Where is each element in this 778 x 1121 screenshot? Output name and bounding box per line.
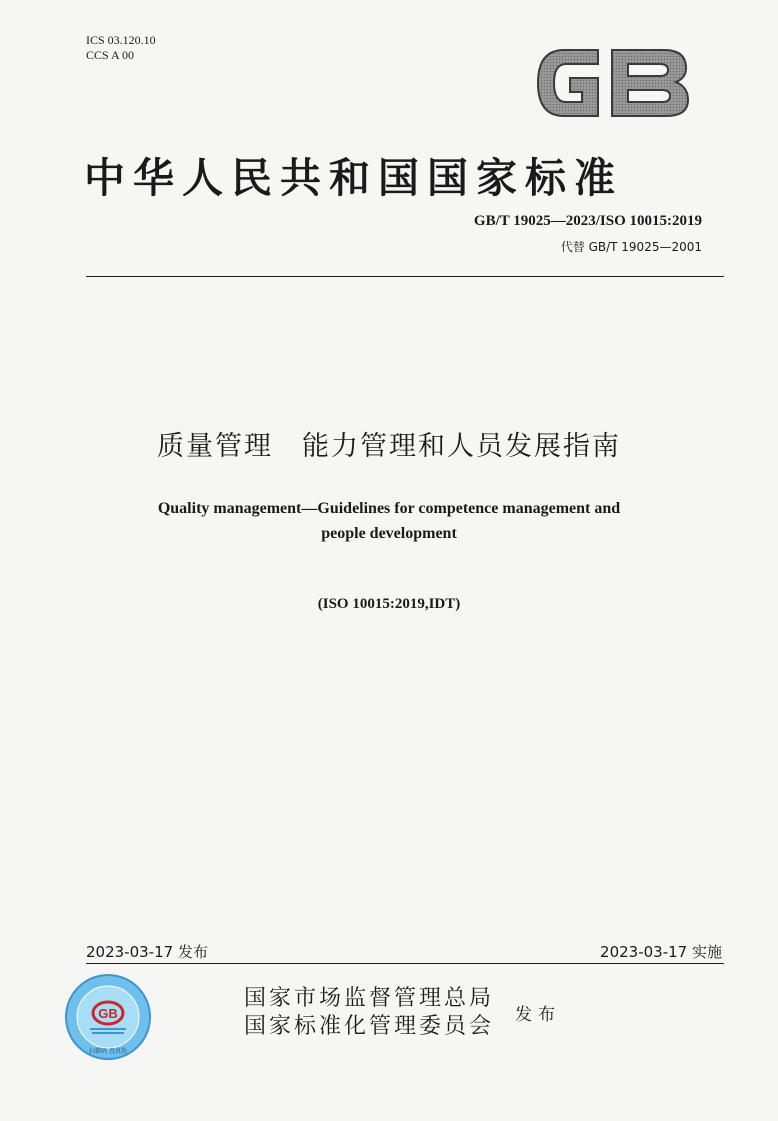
issuer-sac: 国家标准化管理委员会 — [244, 1014, 495, 1039]
national-standard-heading: 中华人民共和国国家标准 — [84, 154, 623, 202]
replaces-standard: 代替 GB/T 19025—2001 — [560, 240, 702, 254]
bottom-divider — [86, 963, 724, 964]
english-title — [0, 496, 778, 546]
anti-counterfeit-seal[interactable] — [64, 973, 152, 1061]
seal-caption: 扫描码 查真伪 — [89, 1048, 127, 1055]
ics-code: ICS 03.120.10 — [86, 33, 156, 47]
gb-logo — [528, 40, 696, 126]
issuing-authorities — [244, 985, 494, 1041]
english-title-line-1: Quality management—Guidelines for competence management and — [157, 500, 621, 517]
classification-codes — [86, 33, 156, 63]
publish-label: 发布 — [515, 1005, 561, 1025]
equivalence-note: (ISO 10015:2019,IDT) — [317, 596, 461, 612]
english-title-line-2: people development — [321, 525, 457, 542]
issue-date: 2023-03-17 发布 — [86, 943, 208, 961]
standard-number: GB/T 19025—2023/ISO 10015:2019 — [473, 213, 702, 229]
chinese-title: 质量管理 能力管理和人员发展指南 — [157, 431, 621, 462]
implementation-date: 2023-03-17 实施 — [600, 943, 722, 961]
issuer-samr: 国家市场监督管理总局 — [244, 986, 495, 1011]
ccs-code: CCS A 00 — [86, 48, 135, 62]
top-divider — [86, 276, 724, 277]
seal-gb-mark: GB — [98, 1006, 118, 1021]
